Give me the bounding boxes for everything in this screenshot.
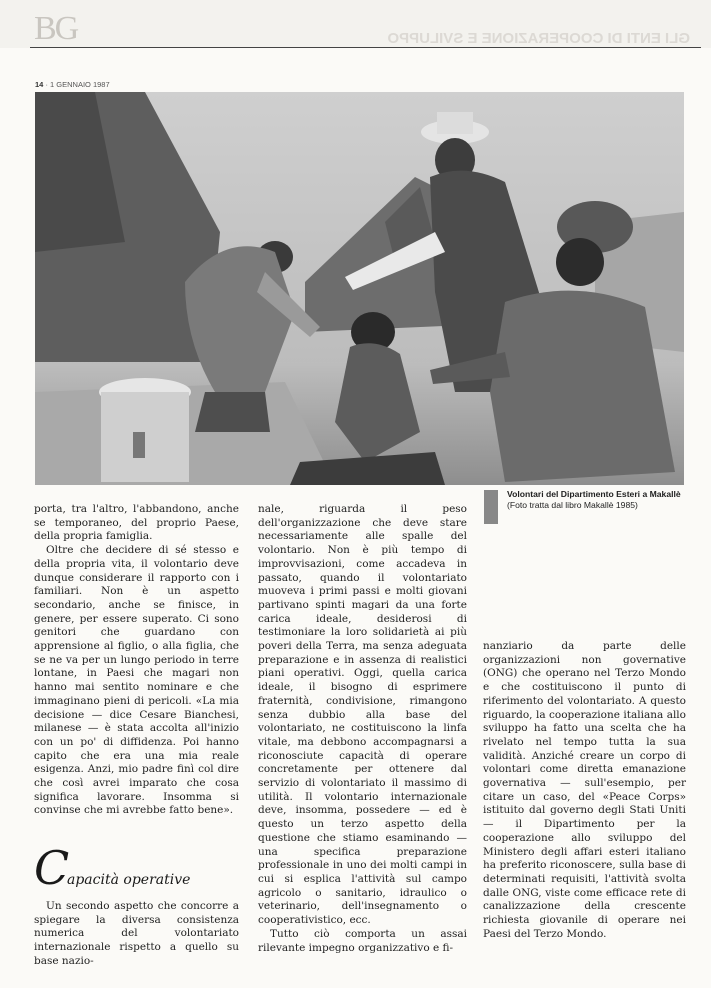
article-column-2 <box>258 503 467 955</box>
bleed-through-title: GLI ENTI DI COOPERAZIONE E SVILUPPO <box>387 30 690 47</box>
header-rule <box>30 47 701 48</box>
publication-logo: BG <box>34 10 78 47</box>
header-band <box>0 0 711 48</box>
photo-caption <box>484 489 684 511</box>
paragraph: Un secondo aspetto che concorre a spiegare la diversa consistenza numerica del volontariato internazionale rispetto a quello su base nazio- <box>34 900 239 967</box>
paragraph: Tutto ciò comporta un assai rilevante impegno organizzativo e fi- <box>258 927 467 954</box>
section-heading <box>34 841 239 895</box>
paragraph: Oltre che decidere di sé stesso e della propria vita, il volontario deve dunque considerare il rapporto con i familiari. Non è un aspetto secondario, anche se finisce, in genere, per essere superato. Ci sono genitori che guardano con apprensione al figlio, o alla figlia, che se ne va per un lungo periodo in terre lontane, in Paesi che magari non hanno mai sentito nominare e che immaginano pieni di pericoli. «La mia decisione — dice Cesare Bianchesi, milanese — è stata accolta all'inizio con un po' di diffidenza. Poi hanno capito che era una mia reale esigenza. Anzi, mio padre finì col dire che così avrei imparato che cosa significa lavorare. Insomma si convinse che mi avrebbe fatto bene». <box>34 544 239 817</box>
caption-credit: (Foto tratta dal libro Makallè 1985) <box>507 500 638 510</box>
section-title: apacità operative <box>67 872 191 888</box>
page-number: 14 <box>35 80 44 89</box>
paragraph: porta, tra l'altro, l'abbandono, anche se temporaneo, del proprio Paese, della propria famiglia. <box>34 503 239 543</box>
article-column-1-continued <box>34 900 239 969</box>
issue-date: 1 GENNAIO 1987 <box>50 80 110 89</box>
caption-title: Volontari del Dipartimento Esteri a Makallè <box>507 489 681 499</box>
article-column-1 <box>34 503 239 818</box>
page-info: 14 · 1 GENNAIO 1987 <box>35 80 110 89</box>
article-column-3 <box>483 640 686 941</box>
article-photo <box>35 92 684 485</box>
photograph-of-volunteers-icon <box>35 92 684 485</box>
caption-marker <box>484 490 498 524</box>
paragraph: nanziario da parte delle organizzazioni non governative (ONG) che operano nel Terzo Mondo e che costituiscono il punto di riferimento del volontariato. A questo riguardo, la cooperazione italiana allo sviluppo ha fatto una scelta che ha rivelato nel tempo tutta la sua validità. Anziché creare un corpo di volontari come diretta emanazione governativa — sull'esempio, per citare un caso, del «Peace Corps» istituito dal governo degli Stati Uniti — il Dipartimento per la cooperazione allo sviluppo del Ministero degli affari esteri italiano ha preferito riconoscere, sulla base di determinati requisiti, l'attività svolta dalle ONG, viste come efficace rete di canalizzazione della crescente richiesta giovanile di operare nei Paesi del Terzo Mondo. <box>483 640 686 940</box>
paragraph: nale, riguarda il peso dell'organizzazione che deve stare necessariamente alle spalle del volontario. Non è più tempo di improvvisazioni, come accadeva in passato, quando il volontariato muoveva i primi passi e molti giovani partivano spinti magari da una forte carica ideale, desiderosi di testimoniare la loro solidarietà ai più poveri della Terra, ma senza adeguata preparazione e in assenza di realistici piani operativi. Oggi, quella carica ideale, il bisogno di esprimere fraternità, condivisione, rimangono senza dubbio alla base del volontariato, ne costituiscono la linfa vitale, ma debbono accompagnarsi a riconosciute capacità di operare concretamente per ottenere dal servizio di volontariato il massimo di utilità. Il volontario internazionale deve, insomma, possedere — ed è questo un terzo aspetto della questione che stiamo esaminando — una specifica preparazione professionale in uno dei molti campi in cui si esplica l'attività sul campo agricolo o sanitario, idraulico o veterinario, dell'insegnamento o cooperativistico, ecc. <box>258 503 467 927</box>
drop-initial: C <box>34 841 70 895</box>
